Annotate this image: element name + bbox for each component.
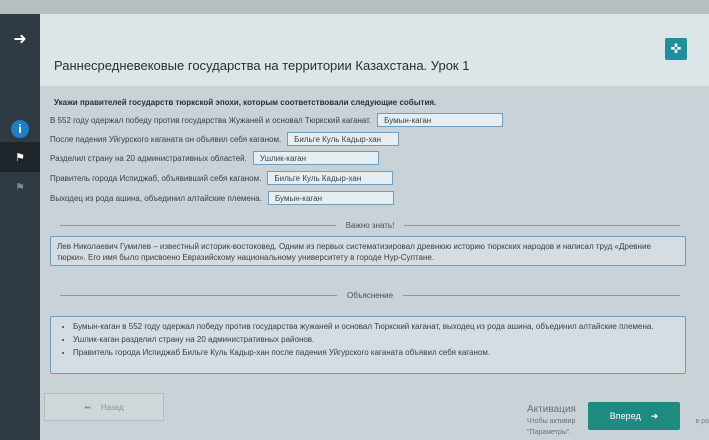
next-button[interactable] [588,402,680,430]
important-info-box [50,236,686,266]
sidebar-flag-button[interactable] [0,172,40,202]
back-button[interactable] [44,393,164,421]
flag-icon: ⚑ [15,181,25,194]
activation-subtext-2: "Параметры". [527,429,572,436]
important-text: Лев Николаевич Гумилев – известный историк-востоковед. Одним из первых систематизировал древнюю историю тюркских народов и написал труд «Древние тюрки». Его имя было присвоено Евразийскому национальному университету в городе Нур-Султане. [57,242,651,262]
task-instruction: Укажи правителей государств тюркской эпохи, которым соответствовали следующие события. [54,98,437,107]
divider-line [60,225,336,226]
left-sidebar [0,14,40,440]
answer-field[interactable]: Ушлик-каган [253,151,379,165]
question-text: Выходец из рода ашина, объединил алтайские племена. [50,193,262,203]
back-label: Назад [100,402,124,412]
explanation-divider [60,291,680,300]
flag-icon: ⚑ [15,151,25,164]
explanation-item: • Бумын-каган в 552 году одержал победу против государства жужаней и основал Тюркский каганат, выходец из рода ашина, объединил алтайские племена. [73,321,685,332]
question-text: Правитель города Испиджаб, объявивший себя каганом. [50,173,262,183]
page-title: Раннесредневековые государства на территории Казахстана. Урок 1 [54,58,470,73]
explanation-item: • Ушлик-каган разделил страну на 20 административных районов. [73,334,685,345]
question-text: Разделил страну на 20 административных областей. [50,153,247,163]
next-label: Вперед [609,411,641,421]
right-arrow-icon: ➜ [13,31,27,48]
question-row-1 [50,112,503,128]
question-row-5 [50,190,394,206]
divider-line [60,295,337,296]
left-arrow-icon: ⬅ [84,402,91,412]
top-strip [0,0,709,14]
question-text: После падения Уйгурского каганата он объявил себя каганом. [50,134,282,144]
answer-field[interactable]: Бумын-каган [377,113,503,127]
explanation-item: • Правитель города Испиджаб Бильге Куль Кадыр-хан после падения Уйгурского каганата объявил себя каганом. [73,347,685,358]
right-arrow-icon: ➜ [650,410,659,421]
explanation-list [51,321,685,358]
activation-subtext-1: Чтобы активир [527,418,576,425]
sidebar-flag-button-active[interactable] [0,142,40,172]
activation-title: Активация [527,404,576,415]
divider-line [403,295,680,296]
answer-field[interactable]: Бильге Куль Кадыр-хан [267,171,393,185]
info-icon: i [11,120,29,138]
answer-field[interactable]: Бильге Куль Кадыр-хан [287,132,399,146]
main-content [40,86,709,440]
expand-button[interactable] [665,38,687,60]
lesson-header [40,14,709,86]
explanation-box [50,316,686,374]
divider-line [404,225,680,226]
question-row-3 [50,150,379,166]
explanation-label: Объяснение [346,291,394,300]
answer-field[interactable]: Бумын-каган [268,191,394,205]
windows-activation-watermark [527,404,576,437]
question-row-4 [50,170,393,186]
important-label: Важно знать! [345,221,395,230]
important-divider [60,221,680,230]
sidebar-info-button[interactable] [0,114,40,144]
activation-overflow-text: в ра [695,418,709,425]
expand-icon: ✜ [670,41,682,56]
question-row-2 [50,131,399,147]
question-text: В 552 году одержал победу против государства Жужаней и основал Тюркский каганат. [50,115,372,125]
sidebar-next-arrow[interactable] [0,24,40,54]
